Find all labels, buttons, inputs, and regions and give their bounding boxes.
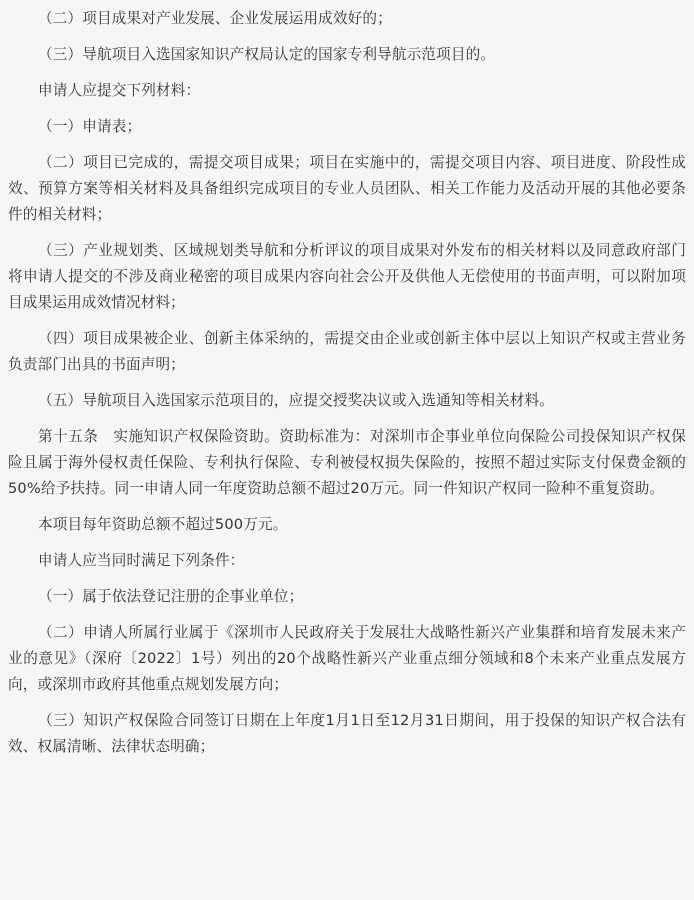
paragraph-condition-1: （一）属于依法登记注册的企事业单位； [38, 588, 304, 605]
paragraph-material-5: （五）导航项目入选国家示范项目的，应提交授奖决议或入选通知等相关材料。 [38, 392, 555, 409]
paragraph-material-4: （四）项目成果被企业、创新主体采纳的，需提交由企业或创新主体中层以上知识产权或主营业务负责部门出具的书面声明； [8, 330, 686, 373]
paragraph-materials-heading: 申请人应提交下列材料： [38, 82, 201, 99]
paragraph-condition-2: （二）申请人所属行业属于《深圳市人民政府关于发展壮大战略性新兴产业集群和培育发展未来产业的意见》（深府〔2022〕1号）列出的20个战略性新兴产业重点细分领域和8个未来产业重点发展方向，或深圳市政府其他重点规划发展方向； [8, 624, 686, 693]
paragraph-material-3: （三）产业规划类、区域规划类导航和分析评议的项目成果对外发布的相关材料以及同意政府部门将申请人提交的不涉及商业秘密的项目成果内容向社会公开及供他人无偿使用的书面声明，可以附加项目成果运用成效情况材料； [8, 242, 686, 311]
paragraph-criteria-3: （三）导航项目入选国家知识产权局认定的国家专利导航示范项目的。 [38, 46, 496, 63]
paragraph-criteria-2: （二）项目成果对产业发展、企业发展运用成效好的； [38, 10, 392, 27]
paragraph-annual-cap: 本项目每年资助总额不超过500万元。 [38, 516, 288, 533]
paragraph-article-15: 第十五条 实施知识产权保险资助。资助标准为：对深圳市企事业单位向保险公司投保知识产权保险且属于海外侵权责任保险、专利执行保险、专利被侵权损失保险的，按照不超过实际支付保费金额的50%给予扶持。同一申请人同一年度资助总额不超过20万元。同一件知识产权同一险种不重复资助。 [8, 428, 686, 497]
paragraph-material-1: （一）申请表； [38, 118, 142, 135]
paragraph-condition-3: （三）知识产权保险合同签订日期在上年度1月1日至12月31日期间，用于投保的知识产权合法有效、权属清晰、法律状态明确； [8, 712, 686, 755]
paragraph-material-2: （二）项目已完成的，需提交项目成果；项目在实施中的，需提交项目内容、项目进度、阶段性成效、预算方案等相关材料及具备组织完成项目的专业人员团队、相关工作能力及活动开展的其他必要条件的相关材料； [8, 154, 686, 223]
paragraph-conditions-heading: 申请人应当同时满足下列条件： [38, 552, 245, 569]
